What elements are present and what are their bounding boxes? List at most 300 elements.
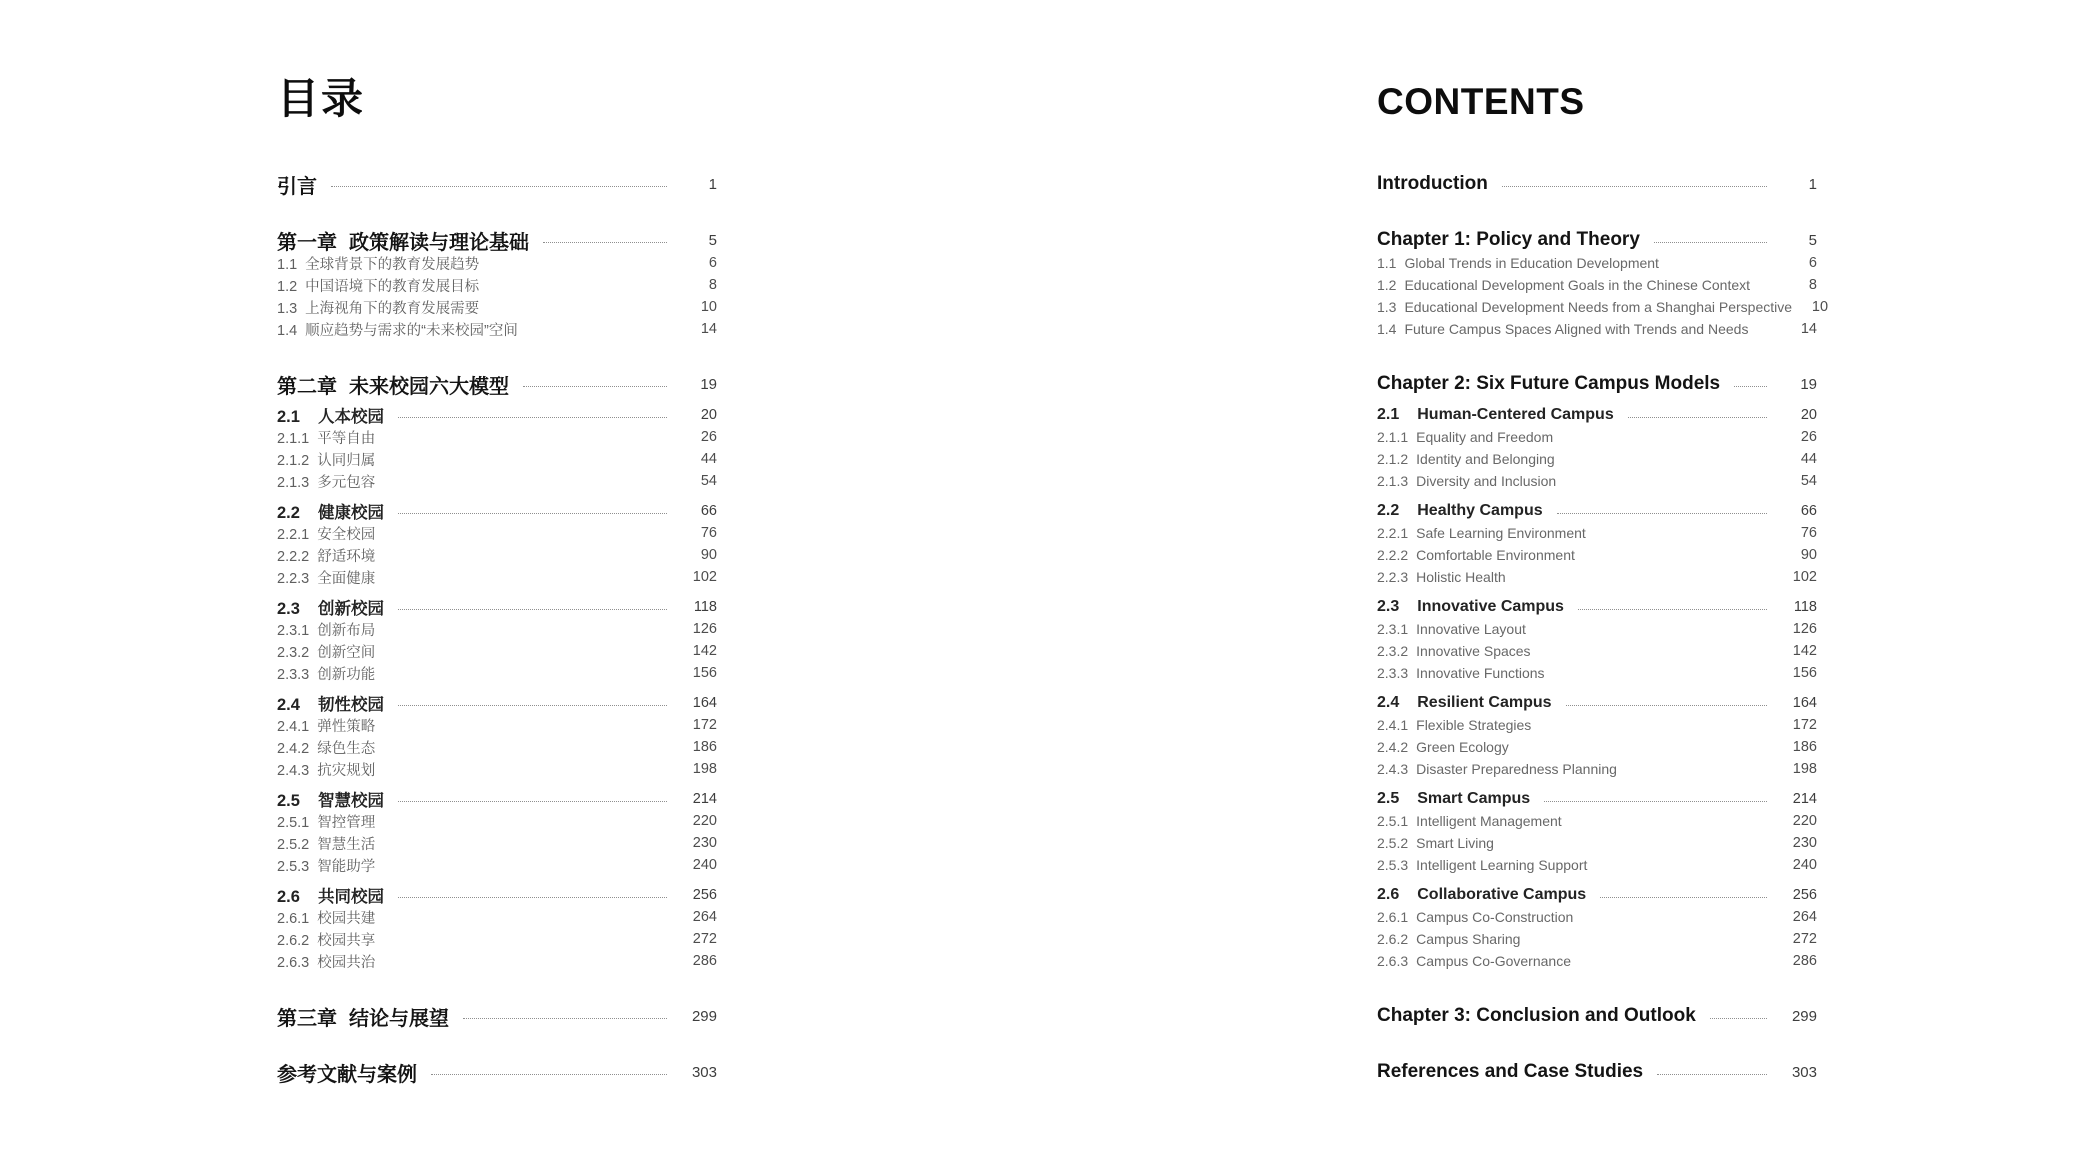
- toc-entry-label: [277, 929, 375, 950]
- toc-entry-label: [277, 1002, 449, 1031]
- toc-entry-number: 2.3.2: [277, 644, 310, 661]
- toc-entry-label: [277, 449, 375, 470]
- toc-row-en-24: [1377, 810, 1817, 832]
- toc-entry-page-number: 272: [1792, 931, 1817, 947]
- toc-entry-label: [1377, 931, 1520, 947]
- toc-row-en-31: [1377, 1004, 1817, 1028]
- toc-entry-label: [277, 253, 479, 274]
- dot-leader: [398, 897, 667, 898]
- dot-leader: [398, 609, 667, 610]
- toc-row-zh-30: [277, 950, 717, 972]
- toc-entry-number: 2.3.3: [1377, 665, 1409, 681]
- toc-entry-page-number: 156: [692, 665, 717, 681]
- toc-row-en-7: [1377, 404, 1817, 426]
- toc-entry-label: [277, 319, 518, 340]
- toc-row-zh-14: [277, 566, 717, 588]
- toc-entry-page-number: 286: [1792, 953, 1817, 969]
- toc-row-zh-16: [277, 618, 717, 640]
- toc-row-zh-22: [277, 758, 717, 780]
- toc-entry-page-number: 20: [1800, 407, 1817, 423]
- toc-entry-number: 2.6.3: [277, 954, 310, 971]
- toc-entry-number: 第二章: [277, 375, 337, 398]
- toc-row-zh-3: [277, 274, 717, 296]
- toc-entry-number: 2.4.2: [277, 740, 310, 757]
- toc-entry-title: 安全校园: [317, 526, 376, 543]
- toc-entry-page-number: 19: [1800, 375, 1817, 393]
- toc-entry-page-number: 54: [1800, 473, 1817, 489]
- toc-entry-title: Holistic Health: [1416, 569, 1506, 585]
- toc-row-zh-17: [277, 640, 717, 662]
- toc-entry-label: [277, 471, 375, 492]
- toc-entry-number: 2.1.3: [277, 474, 310, 491]
- toc-entry-label: [1377, 1061, 1643, 1083]
- toc-entry-title: 校园共建: [317, 910, 376, 927]
- toc-row-en-14: [1377, 566, 1817, 588]
- toc-entry-number: 1.4: [1377, 321, 1397, 337]
- toc-entry-title: Innovative Campus: [1417, 598, 1564, 615]
- toc-entry-label: [1377, 1005, 1696, 1027]
- toc-entry-page-number: 102: [692, 569, 717, 585]
- toc-entry-page-number: 303: [691, 1063, 717, 1081]
- toc-entry-title: 未来校园六大模型: [349, 375, 509, 398]
- toc-row-en-18: [1377, 662, 1817, 684]
- toc-entry-title: Innovative Functions: [1416, 665, 1545, 681]
- toc-entry-number: 2.6.2: [1377, 931, 1409, 947]
- toc-entry-label: [1377, 621, 1526, 637]
- dot-leader: [1734, 386, 1767, 387]
- toc-row-en-11: [1377, 500, 1817, 522]
- toc-entry-page-number: 126: [692, 621, 717, 637]
- toc-entry-title: Smart Campus: [1417, 790, 1531, 807]
- toc-row-en-22: [1377, 758, 1817, 780]
- toc-entry-title: 中国语境下的教育发展目标: [305, 278, 480, 295]
- toc-entry-page-number: 76: [700, 525, 717, 541]
- toc-entry-number: 2.3.1: [1377, 621, 1409, 637]
- toc-entry-page-number: 20: [700, 407, 717, 423]
- toc-row-en-1: [1377, 228, 1817, 252]
- toc-entry-label: [277, 370, 509, 399]
- toc-entry-page-number: 220: [692, 813, 717, 829]
- toc-entry-label: [1377, 229, 1640, 251]
- toc-entry-label: [1377, 173, 1488, 195]
- toc-entry-page-number: 198: [1792, 761, 1817, 777]
- toc-row-zh-1: [277, 228, 717, 252]
- page-left-chinese-toc: [277, 64, 717, 1084]
- toc-entry-title: 绿色生态: [317, 740, 376, 757]
- toc-row-zh-26: [277, 854, 717, 876]
- toc-entry-number: 2.6.3: [1377, 953, 1409, 969]
- toc-entry-title: 顺应趋势与需求的“未来校园”空间: [305, 322, 518, 339]
- toc-row-en-8: [1377, 426, 1817, 448]
- toc-entry-number: 2.6.1: [277, 910, 310, 927]
- toc-entry-label: [277, 855, 375, 876]
- toc-entry-number: 2.3.2: [1377, 643, 1409, 659]
- toc-entry-label: [277, 715, 375, 736]
- toc-entry-label: [277, 499, 384, 523]
- dot-leader: [398, 801, 667, 802]
- toc-title-zh: 目录: [277, 75, 366, 122]
- toc-entry-title: 抗灾规划: [317, 762, 376, 779]
- toc-row-en-9: [1377, 448, 1817, 470]
- toc-entry-title: Green Ecology: [1416, 739, 1509, 755]
- toc-row-en-26: [1377, 854, 1817, 876]
- toc-row-en-6: [1377, 372, 1817, 396]
- toc-entry-title: Educational Development Goals in the Chinese Context: [1404, 277, 1751, 293]
- toc-entry-label: [277, 545, 375, 566]
- toc-row-zh-19: [277, 692, 717, 714]
- toc-entry-page-number: 299: [691, 1007, 717, 1025]
- toc-entry-label: [277, 275, 479, 296]
- toc-entry-label: [1377, 473, 1556, 489]
- toc-entry-title: References and Case Studies: [1377, 1061, 1644, 1082]
- toc-entry-page-number: 66: [700, 503, 717, 519]
- toc-entry-number: 2.1.2: [1377, 451, 1409, 467]
- toc-entry-label: [277, 226, 529, 255]
- toc-entry-number: 2.2: [277, 504, 300, 522]
- toc-row-zh-4: [277, 296, 717, 318]
- toc-entry-number: 2.4: [277, 696, 300, 714]
- toc-entry-number: 1.3: [1377, 299, 1397, 315]
- toc-entry-number: 2.2: [1377, 502, 1400, 519]
- toc-entry-label: [277, 595, 384, 619]
- toc-entry-title: 校园共享: [317, 932, 376, 949]
- toc-entry-number: 2.5.3: [277, 858, 310, 875]
- toc-entry-page-number: 272: [692, 931, 717, 947]
- toc-entry-title: Innovative Layout: [1416, 621, 1526, 637]
- toc-entry-page-number: 10: [1811, 299, 1829, 315]
- toc-row-en-4: [1377, 296, 1829, 318]
- toc-entry-title: Collaborative Campus: [1417, 886, 1587, 903]
- toc-entry-label: [277, 811, 375, 832]
- toc-entry-page-number: 26: [1800, 429, 1817, 445]
- toc-entry-title: 创新布局: [317, 622, 376, 639]
- toc-title-zh-wrap: [277, 64, 717, 120]
- toc-entry-title: Human-Centered Campus: [1417, 406, 1614, 423]
- toc-entry-label: [277, 737, 375, 758]
- toc-entry-label: [277, 297, 479, 318]
- toc-row-zh-0: [277, 172, 717, 196]
- toc-entry-page-number: 44: [1800, 451, 1817, 467]
- toc-entry-title: Healthy Campus: [1417, 502, 1543, 519]
- toc-entry-page-number: 256: [692, 887, 717, 903]
- toc-entry-number: 2.2.2: [1377, 547, 1409, 563]
- toc-entry-page-number: 264: [1792, 909, 1817, 925]
- toc-entry-page-number: 240: [1792, 857, 1817, 873]
- toc-entry-number: 2.2.2: [277, 548, 310, 565]
- dot-leader: [1600, 897, 1767, 898]
- toc-row-en-10: [1377, 470, 1817, 492]
- toc-title-en-wrap: [1377, 64, 1817, 120]
- toc-row-zh-25: [277, 832, 717, 854]
- toc-entry-page-number: 264: [692, 909, 717, 925]
- toc-entry-title: Intelligent Management: [1416, 813, 1562, 829]
- toc-row-zh-28: [277, 906, 717, 928]
- toc-entry-number: 2.5.2: [1377, 835, 1409, 851]
- toc-entry-label: [277, 787, 384, 811]
- toc-entry-number: 2.3.3: [277, 666, 310, 683]
- toc-row-zh-11: [277, 500, 717, 522]
- toc-entry-page-number: 118: [693, 599, 717, 615]
- toc-entry-title: Educational Development Needs from a Shanghai Perspective: [1404, 299, 1793, 315]
- toc-entry-number: 2.6: [277, 888, 300, 906]
- toc-entry-number: 2.3: [1377, 598, 1400, 615]
- toc-entry-page-number: 142: [1792, 643, 1817, 659]
- toc-row-en-5: [1377, 318, 1817, 340]
- toc-entry-label: [1377, 909, 1573, 925]
- toc-entry-label: [1377, 373, 1720, 395]
- toc-entry-title: 健康校园: [317, 504, 384, 522]
- dot-leader: [398, 417, 667, 418]
- toc-entry-page-number: 299: [1791, 1007, 1817, 1025]
- toc-row-en-13: [1377, 544, 1817, 566]
- toc-entry-number: 2.4.1: [277, 718, 310, 735]
- dot-leader: [1544, 801, 1767, 802]
- toc-entry-page-number: 230: [1792, 835, 1817, 851]
- toc-entry-page-number: 6: [1808, 255, 1817, 271]
- dot-leader: [1502, 186, 1767, 187]
- toc-entry-number: 2.2.3: [1377, 569, 1409, 585]
- toc-entry-number: 2.4.1: [1377, 717, 1409, 733]
- toc-entry-number: 2.1.1: [1377, 429, 1409, 445]
- toc-entry-page-number: 186: [1792, 739, 1817, 755]
- toc-entry-page-number: 14: [1800, 321, 1817, 337]
- toc-entry-label: [1377, 406, 1614, 424]
- toc-entry-label: [1377, 643, 1531, 659]
- toc-row-zh-24: [277, 810, 717, 832]
- toc-entry-page-number: 214: [1792, 791, 1817, 807]
- toc-row-en-29: [1377, 928, 1817, 950]
- toc-entry-number: 2.6: [1377, 886, 1400, 903]
- toc-row-en-27: [1377, 884, 1817, 906]
- toc-row-zh-5: [277, 318, 717, 340]
- toc-entry-number: 1.1: [1377, 255, 1397, 271]
- toc-entry-number: 2.2.1: [277, 526, 310, 543]
- toc-entry-page-number: 303: [1791, 1063, 1817, 1081]
- toc-entry-page-number: 8: [708, 277, 717, 293]
- toc-entry-page-number: 118: [1793, 599, 1817, 615]
- dot-leader: [431, 1074, 667, 1075]
- toc-entry-title: 智控管理: [317, 814, 376, 831]
- toc-entry-label: [1377, 277, 1750, 293]
- toc-row-zh-10: [277, 470, 717, 492]
- toc-entry-page-number: 5: [1808, 231, 1817, 249]
- toc-entry-number: 1.4: [277, 322, 298, 339]
- dot-leader: [1566, 705, 1767, 706]
- toc-entry-page-number: 214: [692, 791, 717, 807]
- toc-entry-label: [277, 427, 375, 448]
- toc-entry-label: [277, 619, 375, 640]
- toc-entry-page-number: 230: [692, 835, 717, 851]
- toc-entry-page-number: 10: [700, 299, 717, 315]
- toc-entry-label: [277, 523, 375, 544]
- toc-entry-title: 智慧校园: [317, 792, 384, 810]
- toc-entry-label: [1377, 886, 1586, 904]
- toc-entry-number: 2.1.1: [277, 430, 310, 447]
- dot-leader: [543, 242, 667, 243]
- toc-entry-label: [277, 663, 375, 684]
- toc-row-zh-12: [277, 522, 717, 544]
- toc-entry-title: 弹性策略: [317, 718, 376, 735]
- toc-row-en-0: [1377, 172, 1817, 196]
- toc-entry-number: 2.2.1: [1377, 525, 1409, 541]
- toc-entry-page-number: 164: [1792, 695, 1817, 711]
- toc-entry-page-number: 102: [1792, 569, 1817, 585]
- toc-entry-number: 2.6.2: [277, 932, 310, 949]
- toc-entry-title: 舒适环境: [317, 548, 376, 565]
- toc-row-en-15: [1377, 596, 1817, 618]
- toc-entry-page-number: 54: [700, 473, 717, 489]
- toc-entry-label: [1377, 451, 1555, 467]
- toc-entry-title: Flexible Strategies: [1416, 717, 1532, 733]
- toc-entry-title: 共同校园: [317, 888, 384, 906]
- dot-leader: [523, 386, 667, 387]
- toc-entry-page-number: 6: [708, 255, 717, 271]
- toc-entry-number: 2.5: [1377, 790, 1400, 807]
- toc-row-zh-7: [277, 404, 717, 426]
- toc-entry-title: Comfortable Environment: [1416, 547, 1575, 563]
- toc-entry-page-number: 286: [692, 953, 717, 969]
- toc-row-zh-27: [277, 884, 717, 906]
- toc-row-en-21: [1377, 736, 1817, 758]
- toc-entry-title: Equality and Freedom: [1416, 429, 1554, 445]
- toc-entry-title: 参考文献与案例: [277, 1063, 417, 1086]
- toc-row-zh-31: [277, 1004, 717, 1028]
- toc-entry-title: 引言: [277, 175, 317, 198]
- toc-entry-title: Chapter 1: Policy and Theory: [1377, 229, 1640, 250]
- toc-entry-title: 认同归属: [317, 452, 376, 469]
- toc-row-zh-23: [277, 788, 717, 810]
- toc-entry-number: 1.2: [277, 278, 298, 295]
- toc-row-zh-9: [277, 448, 717, 470]
- toc-row-en-23: [1377, 788, 1817, 810]
- toc-entry-title: 多元包容: [317, 474, 376, 491]
- toc-row-en-19: [1377, 692, 1817, 714]
- toc-entry-label: [1377, 569, 1506, 585]
- toc-entry-label: [1377, 547, 1575, 563]
- dot-leader: [398, 513, 667, 514]
- toc-entry-title: 全球背景下的教育发展趋势: [305, 256, 480, 273]
- toc-entry-label: [277, 907, 375, 928]
- toc-entry-title: Global Trends in Education Development: [1404, 255, 1659, 271]
- toc-row-zh-8: [277, 426, 717, 448]
- toc-title-en: CONTENTS: [1377, 81, 1585, 122]
- toc-entry-label: [1377, 598, 1564, 616]
- toc-entry-title: Intelligent Learning Support: [1416, 857, 1588, 873]
- toc-entry-number: 2.4.2: [1377, 739, 1409, 755]
- toc-rows-zh: [277, 172, 717, 1084]
- toc-row-en-12: [1377, 522, 1817, 544]
- toc-entry-label: [1377, 694, 1552, 712]
- toc-entry-title: Campus Co-Construction: [1416, 909, 1574, 925]
- toc-entry-page-number: 1: [1808, 175, 1817, 193]
- toc-entry-page-number: 90: [1800, 547, 1817, 563]
- toc-entry-page-number: 142: [692, 643, 717, 659]
- dot-leader: [1710, 1018, 1767, 1019]
- toc-entry-label: [277, 833, 375, 854]
- toc-entry-label: [277, 567, 375, 588]
- toc-entry-label: [277, 1058, 417, 1087]
- toc-entry-title: 人本校园: [317, 408, 384, 426]
- toc-row-en-25: [1377, 832, 1817, 854]
- toc-entry-title: 全面健康: [317, 570, 376, 587]
- toc-row-en-32: [1377, 1060, 1817, 1084]
- dot-leader: [1628, 417, 1767, 418]
- toc-entry-title: Introduction: [1377, 173, 1488, 194]
- dot-leader: [1557, 513, 1767, 514]
- toc-entry-title: Chapter 2: Six Future Campus Models: [1377, 373, 1721, 394]
- toc-entry-label: [277, 951, 375, 972]
- toc-entry-page-number: 156: [1792, 665, 1817, 681]
- toc-entry-label: [1377, 717, 1531, 733]
- toc-entry-title: 创新空间: [317, 644, 376, 661]
- toc-row-en-2: [1377, 252, 1817, 274]
- toc-entry-number: 2.4.3: [1377, 761, 1409, 777]
- toc-entry-label: [1377, 321, 1748, 337]
- toc-entry-label: [1377, 835, 1494, 851]
- dot-leader: [463, 1018, 667, 1019]
- toc-rows-en: [1377, 172, 1829, 1084]
- toc-entry-label: [1377, 502, 1543, 520]
- toc-entry-title: 上海视角下的教育发展需要: [305, 300, 480, 317]
- toc-entry-label: [1377, 255, 1659, 271]
- toc-row-zh-20: [277, 714, 717, 736]
- toc-entry-page-number: 186: [692, 739, 717, 755]
- toc-row-en-30: [1377, 950, 1817, 972]
- toc-entry-number: 2.1: [277, 408, 300, 426]
- toc-row-zh-2: [277, 252, 717, 274]
- toc-row-en-17: [1377, 640, 1817, 662]
- toc-entry-title: Diversity and Inclusion: [1416, 473, 1557, 489]
- toc-entry-title: 智能助学: [317, 858, 376, 875]
- toc-row-en-28: [1377, 906, 1817, 928]
- toc-entry-page-number: 126: [1792, 621, 1817, 637]
- dot-leader: [1578, 609, 1767, 610]
- toc-entry-label: [1377, 857, 1587, 873]
- toc-entry-page-number: 1: [708, 175, 717, 193]
- toc-entry-page-number: 26: [700, 429, 717, 445]
- toc-entry-number: 2.4: [1377, 694, 1400, 711]
- toc-entry-number: 2.1: [1377, 406, 1400, 423]
- toc-row-zh-21: [277, 736, 717, 758]
- toc-entry-label: [1377, 299, 1792, 315]
- dot-leader: [1654, 242, 1767, 243]
- toc-entry-page-number: 66: [1800, 503, 1817, 519]
- toc-entry-page-number: 256: [1792, 887, 1817, 903]
- toc-entry-label: [1377, 790, 1530, 808]
- toc-entry-number: 2.1.3: [1377, 473, 1409, 489]
- dot-leader: [1657, 1074, 1767, 1075]
- toc-entry-number: 2.6.1: [1377, 909, 1409, 925]
- dot-leader: [331, 186, 667, 187]
- toc-entry-label: [277, 759, 375, 780]
- toc-row-zh-32: [277, 1060, 717, 1084]
- toc-entry-page-number: 5: [708, 231, 717, 249]
- toc-entry-title: 创新校园: [317, 600, 384, 618]
- toc-entry-title: 智慧生活: [317, 836, 376, 853]
- toc-entry-number: 2.5.3: [1377, 857, 1409, 873]
- toc-entry-page-number: 172: [1792, 717, 1817, 733]
- toc-entry-number: 1.1: [277, 256, 298, 273]
- toc-entry-title: 政策解读与理论基础: [349, 231, 529, 254]
- toc-entry-page-number: 76: [1800, 525, 1817, 541]
- toc-entry-number: 2.5.1: [1377, 813, 1409, 829]
- toc-entry-number: 2.1.2: [277, 452, 310, 469]
- toc-entry-title: Identity and Belonging: [1416, 451, 1555, 467]
- toc-entry-number: 1.2: [1377, 277, 1397, 293]
- toc-entry-title: 校园共治: [317, 954, 376, 971]
- toc-entry-number: 第三章: [277, 1007, 337, 1030]
- toc-entry-page-number: 19: [700, 375, 717, 393]
